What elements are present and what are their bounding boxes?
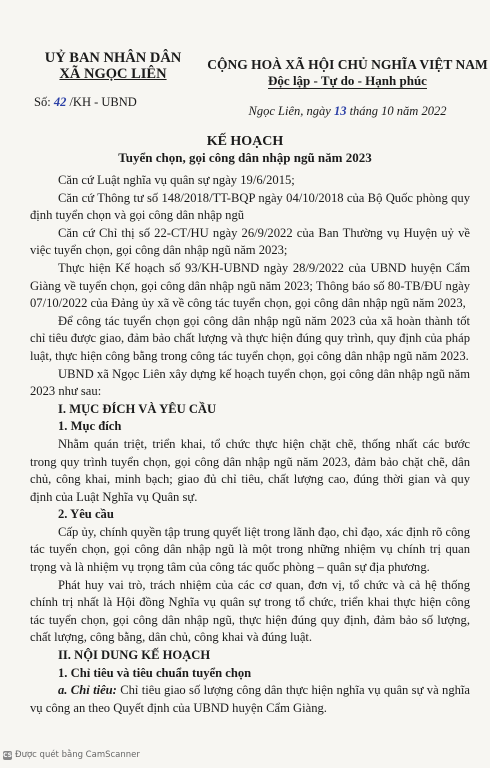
item-text: Chỉ tiêu giao số lượng công dân thực hiện nghĩa vụ quân sự và nghĩa vụ công an theo Quyết định của UBND huyện Cẩm Giàng.	[30, 683, 470, 715]
document-date	[205, 103, 490, 119]
section-heading: II. NỘI DUNG KẾ HOẠCH	[58, 648, 211, 663]
paragraph: Phát huy vai trò, trách nhiệm của các cơ quan, đơn vị, tổ chức và cả hệ thống chính trị nhất là Hội đồng Nghĩa vụ quân sự trong tổ chức, triển khai thực hiện công tác tuyển chọn, gọi công dân nhập ngũ, thực hiện đúng quy định, đảm bảo số lượng, chất lượng, công bằng, dân chủ, công khai và đúng luật.	[30, 577, 470, 645]
paragraph: Căn cứ Chỉ thị số 22-CT/HU ngày 26/9/2022 của Ban Thường vụ Huyện uỷ về việc tuyển chọn, gọi công dân nhập ngũ năm 2023;	[30, 225, 470, 258]
paragraph	[30, 682, 470, 717]
national-header-block	[205, 57, 490, 119]
doc-no-suffix: /KH - UBND	[69, 95, 137, 109]
paragraph: Nhằm quán triệt, triển khai, tổ chức thực hiện chặt chẽ, thống nhất các bước trong quy trình tuyển chọn, gọi công dân nhập ngũ năm 2023, đảm bảo chặt chẽ, dân chủ, công khai, minh bạch; giao đủ chỉ tiêu, chất lượng cao, đúng thời gian và quy định của Luật Nghĩa vụ Quân sự.	[30, 436, 470, 504]
doc-no-handwritten: 42	[53, 95, 67, 109]
date-day-handwritten: 13	[333, 104, 347, 118]
document-title-block	[0, 133, 490, 166]
document-number	[28, 94, 198, 110]
national-motto: Độc lập - Tự do - Hạnh phúc	[268, 73, 427, 88]
national-title: CỘNG HOÀ XÃ HỘI CHỦ NGHĨA VIỆT NAM	[207, 57, 488, 72]
commune-name: XÃ NGỌC LIÊN	[59, 66, 167, 82]
paragraph: Căn cứ Luật nghĩa vụ quân sự ngày 19/6/2015;	[58, 173, 295, 187]
item-label: a. Chỉ tiêu:	[58, 683, 117, 698]
doc-no-prefix: Số:	[34, 95, 51, 109]
paragraph: Thực hiện Kế hoạch số 93/KH-UBND ngày 28/9/2022 của UBND huyện Cẩm Giàng về tuyển chọn, gọi công dân nhập ngũ năm 2023; Thông báo số 80-TB/ĐU ngày 07/10/2022 của Đảng ủy xã về công tác tuyển chọn, gọi công dân nhập ngũ năm 2023,	[30, 260, 470, 311]
subsection-heading: 1. Chỉ tiêu và tiêu chuẩn tuyển chọn	[58, 665, 252, 680]
paragraph: Cấp ủy, chính quyền tập trung quyết liệt trong lãnh đạo, chỉ đạo, xác định rõ công tác tuyển chọn, gọi công dân nhập ngũ là một trong những nhiệm vụ chính trị quan trọng và là nhiệm vụ trọng tâm của công tác quốc phòng – quân sự địa phương.	[30, 524, 470, 575]
section-heading: I. MỤC ĐÍCH VÀ YÊU CẦU	[58, 401, 217, 416]
document-body	[30, 172, 470, 717]
scanner-watermark	[3, 750, 140, 760]
document-subject: Tuyển chọn, gọi công dân nhập ngũ năm 2023	[118, 150, 372, 165]
document-type: KẾ HOẠCH	[206, 134, 284, 149]
issuing-authority-block	[28, 50, 198, 110]
paragraph: Căn cứ Thông tư số 148/2018/TT-BQP ngày 04/10/2018 của Bộ Quốc phòng quy định tuyển chọn và gọi công dân nhập ngũ	[30, 190, 470, 223]
subsection-heading: 1. Mục đích	[58, 419, 122, 434]
camscanner-icon: CS	[3, 751, 12, 759]
date-prefix: Ngọc Liên, ngày	[248, 104, 331, 118]
authority-name: UỶ BAN NHÂN DÂN	[44, 50, 182, 66]
subsection-heading: 2. Yêu cầu	[58, 507, 114, 522]
paragraph: UBND xã Ngọc Liên xây dựng kế hoạch tuyển chọn, gọi công dân nhập ngũ năm 2023 như sau:	[30, 366, 470, 399]
date-suffix: tháng 10 năm 2022	[349, 104, 447, 118]
scanner-text: Được quét bằng CamScanner	[15, 750, 140, 760]
paragraph: Để công tác tuyển chọn gọi công dân nhập ngũ năm 2023 của xã hoàn thành tốt chỉ tiêu được giao, đảm bảo chất lượng và thực hiện đúng quy trình, quy định của pháp luật, thực hiện công bằng trong công tác tuyển chọn, gọi công dân nhập ngũ năm 2023.	[30, 313, 470, 363]
